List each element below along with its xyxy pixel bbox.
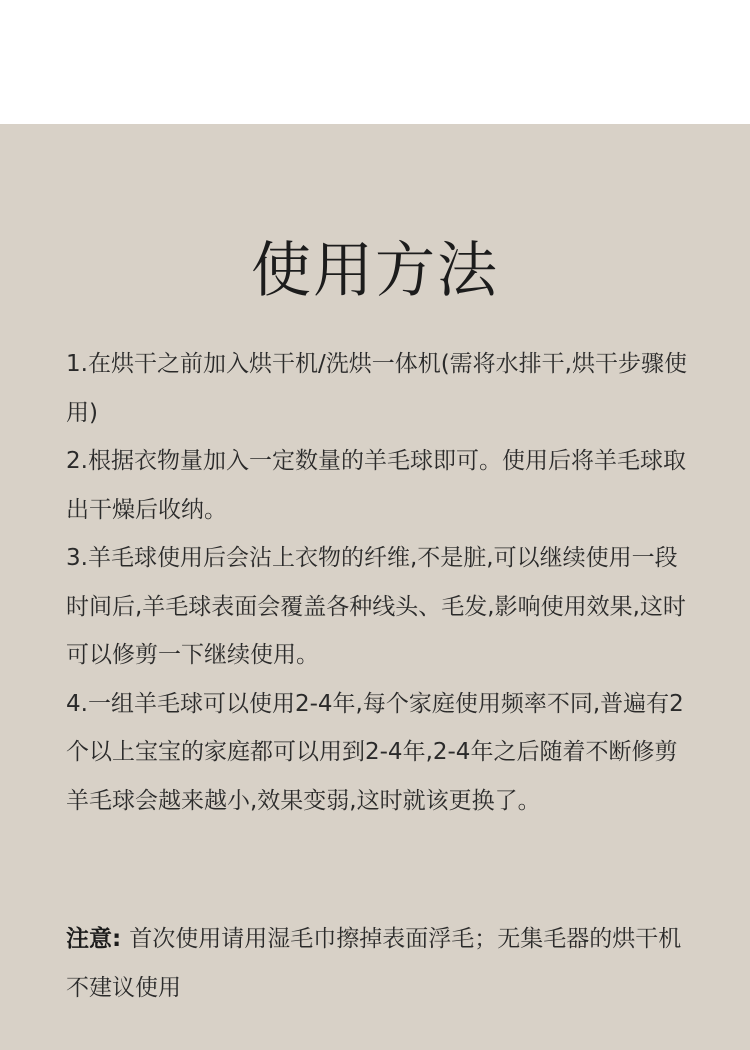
top-white-band: [0, 0, 750, 124]
step-2: 2.根据衣物量加入一定数量的羊毛球即可。使用后将羊毛球取出干燥后收纳。: [66, 448, 686, 523]
caution-note: [66, 915, 690, 1012]
usage-instructions: [66, 340, 690, 825]
step-3: 3.羊毛球使用后会沾上衣物的纤维,不是脏,可以继续使用一段时间后,羊毛球表面会覆盖各种线头、毛发,影响使用效果,这时可以修剪一下继续使用。: [66, 545, 686, 668]
page-title: 使用方法: [251, 236, 499, 306]
step-4: 4.一组羊毛球可以使用2-4年,每个家庭使用频率不同,普遍有2个以上宝宝的家庭都可以用到2-4年,2-4年之后随着不断修剪羊毛球会越来越小,效果变弱,这时就该更换了。: [66, 690, 684, 814]
caution-text: 首次使用请用湿毛巾擦掉表面浮毛；无集毛器的烘干机不建议使用: [66, 926, 682, 1001]
step-1: 1.在烘干之前加入烘干机/洗烘一体机(需将水排干,烘干步骤使用): [66, 351, 687, 426]
caution-label: 注意:: [66, 926, 122, 952]
